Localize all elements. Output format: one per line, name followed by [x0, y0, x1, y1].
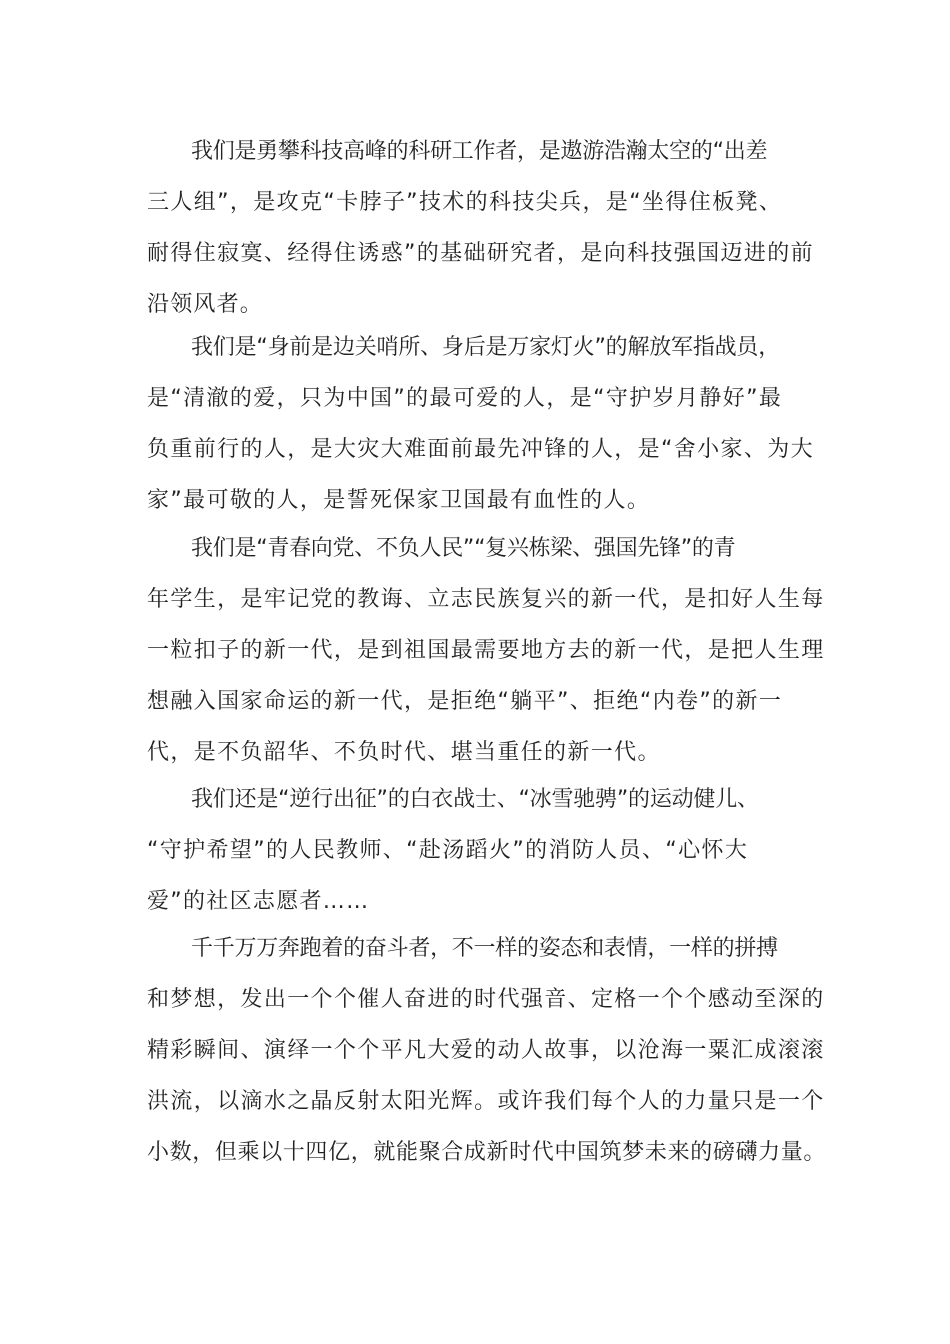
paragraph-3-line-1: 我们是“青春向党、不负人民”“复兴栋梁、强国先锋”的青 [191, 536, 736, 561]
paragraph-3-line-2: 年学生，是牢记党的教诲、立志民族复兴的新一代，是扣好人生每 [147, 587, 825, 612]
paragraph-1-line-3: 耐得住寂寞、经得住诱惑”的基础研究者，是向科技强国迈进的前 [147, 241, 814, 266]
paragraph-1-line-1: 我们是勇攀科技高峰的科研工作者，是遨游浩瀚太空的“出差 [191, 139, 768, 164]
paragraph-5-line-3: 精彩瞬间、演绎一个个平凡大爱的动人故事，以沧海一粟汇成滚滚 [147, 1038, 825, 1063]
paragraph-3-line-5: 代，是不负韶华、不负时代、堪当重任的新一代。 [147, 740, 661, 765]
paragraph-4-line-3: 爱”的社区志愿者…… [147, 889, 370, 914]
paragraph-2-line-3: 负重前行的人，是大灾大难面前最先冲锋的人，是“舍小家、为大 [147, 437, 814, 462]
paragraph-3-line-3: 一粒扣子的新一代，是到祖国最需要地方去的新一代，是把人生理 [147, 638, 825, 663]
paragraph-2-line-1: 我们是“身前是边关哨所、身后是万家灯火”的解放军指战员， [191, 335, 780, 360]
paragraph-2-line-4: 家”最可敬的人，是誓死保家卫国最有血性的人。 [147, 488, 651, 513]
paragraph-5-line-5: 小数，但乘以十四亿，就能聚合成新时代中国筑梦未来的磅礴力量。 [147, 1140, 827, 1165]
paragraph-1-line-4: 沿领风者。 [147, 292, 264, 317]
paragraph-5-line-2: 和梦想，发出一个个催人奋进的时代强音、定格一个个感动至深的 [147, 987, 825, 1012]
paragraph-5-line-1: 千千万万奔跑着的奋斗者，不一样的姿态和表情，一样的拼搏 [191, 936, 778, 961]
paragraph-5-line-4: 洪流，以滴水之晶反射太阳光辉。或许我们每个人的力量只是一个 [147, 1089, 825, 1114]
paragraph-4-line-2: “守护希望”的人民教师、“赴汤蹈火”的消防人员、“心怀大 [147, 838, 749, 863]
paragraph-4-line-1: 我们还是“逆行出征”的白衣战士、“冰雪驰骋”的运动健儿、 [191, 787, 759, 812]
paragraph-3-line-4: 想融入国家命运的新一代，是拒绝“躺平”、拒绝“内卷”的新一 [147, 689, 783, 714]
paragraph-1-line-2: 三人组”，是攻克“卡脖子”技术的科技尖兵，是“坐得住板凳、 [147, 190, 783, 215]
paragraph-2-line-2: 是“清澈的爱，只为中国”的最可爱的人，是“守护岁月静好”最 [147, 386, 783, 411]
